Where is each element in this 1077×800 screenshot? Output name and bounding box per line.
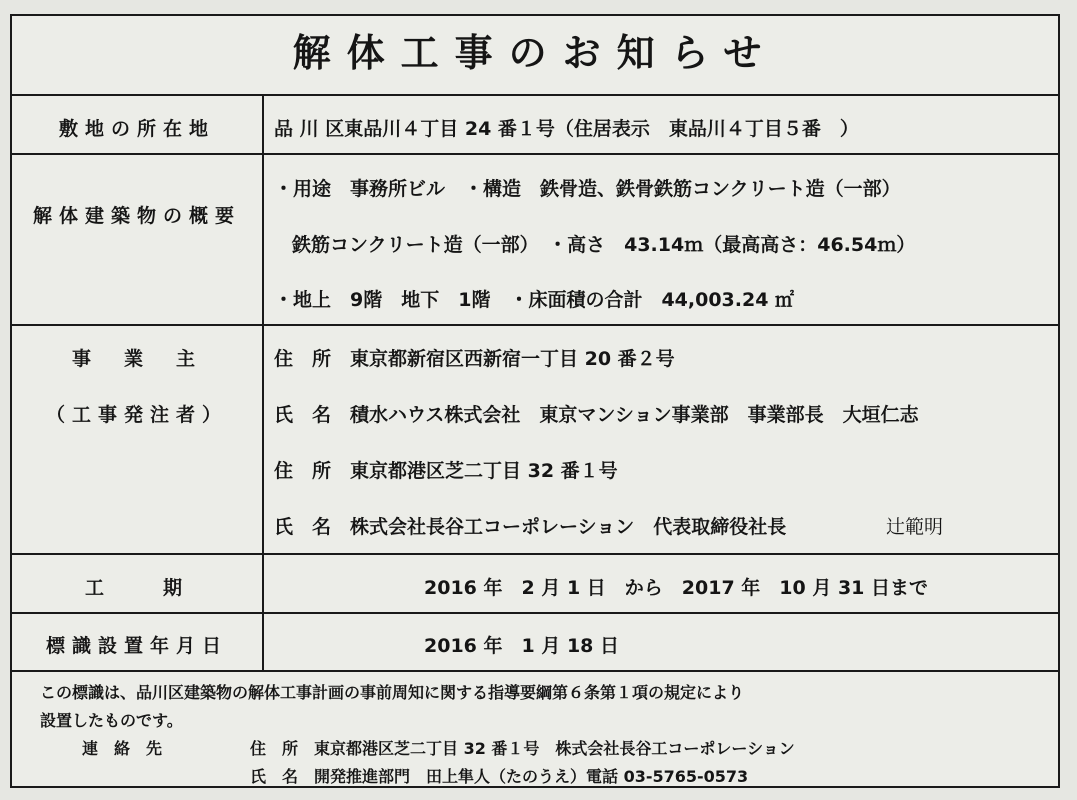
owner-name-1: 氏 名 積水ハウス株式会社 東京マンション事業部 事業部長 大垣仁志 (274, 404, 919, 426)
footer-note-2: 設置したものです。 (40, 711, 183, 730)
building-line-1: ・用途 事務所ビル ・構造 鉄骨造、鉄骨鉄筋コンクリート造（一部） (274, 178, 901, 200)
footer-note-1: この標識は、品川区建築物の解体工事計画の事前周知に関する指導要綱第６条第１項の規定により (40, 683, 745, 702)
divider (12, 153, 1058, 155)
divider (12, 553, 1058, 555)
owner-address-2: 住 所 東京都港区芝二丁目 32 番１号 (274, 460, 618, 482)
building-line-2: 鉄筋コンクリート造（一部） ・高さ 43.14ｍ（最高高さ：46.54ｍ） (292, 234, 916, 256)
building-line-3: ・地上 9階 地下 1階 ・床面積の合計 44,003.24 ㎡ (274, 289, 795, 311)
contact-label: 連 絡 先 (82, 739, 163, 758)
divider (12, 612, 1058, 614)
notice-sign (10, 14, 1060, 788)
divider (12, 670, 1058, 672)
column-divider (262, 94, 264, 670)
divider (12, 324, 1058, 326)
contact-address: 住 所 東京都港区芝二丁目 32 番１号 株式会社長谷工コーポレーション (250, 739, 795, 758)
period-value: 2016 年 2 月 1 日 から 2017 年 10 月 31 日まで (424, 577, 929, 599)
page-title: 解体工事のお知らせ (292, 31, 778, 75)
divider (12, 94, 1058, 96)
installed-label: 標識設置年月日 (45, 635, 228, 657)
site-label: 敷地の所在地 (58, 118, 215, 140)
site-value: 品 川 区東品川４丁目 24 番１号（住居表示 東品川４丁目５番 ） (274, 118, 859, 140)
period-label: 工 期 (84, 577, 189, 599)
owner-address-1: 住 所 東京都新宿区西新宿一丁目 20 番２号 (274, 348, 675, 370)
owner-name-2: 氏 名 株式会社長谷工コーポレーション 代表取締役社長 (274, 516, 787, 538)
building-label: 解体建築物の概要 (32, 205, 241, 227)
signature: 辻範明 (886, 516, 944, 538)
contact-name: 氏 名 開発推進部門 田上隼人（たのうえ）電話 03-5765-0573 (250, 767, 749, 786)
owner-sublabel: （工事発注者） (45, 404, 228, 426)
installed-value: 2016 年 1 月 18 日 (424, 635, 620, 657)
owner-label: 事 業 主 (71, 348, 202, 370)
